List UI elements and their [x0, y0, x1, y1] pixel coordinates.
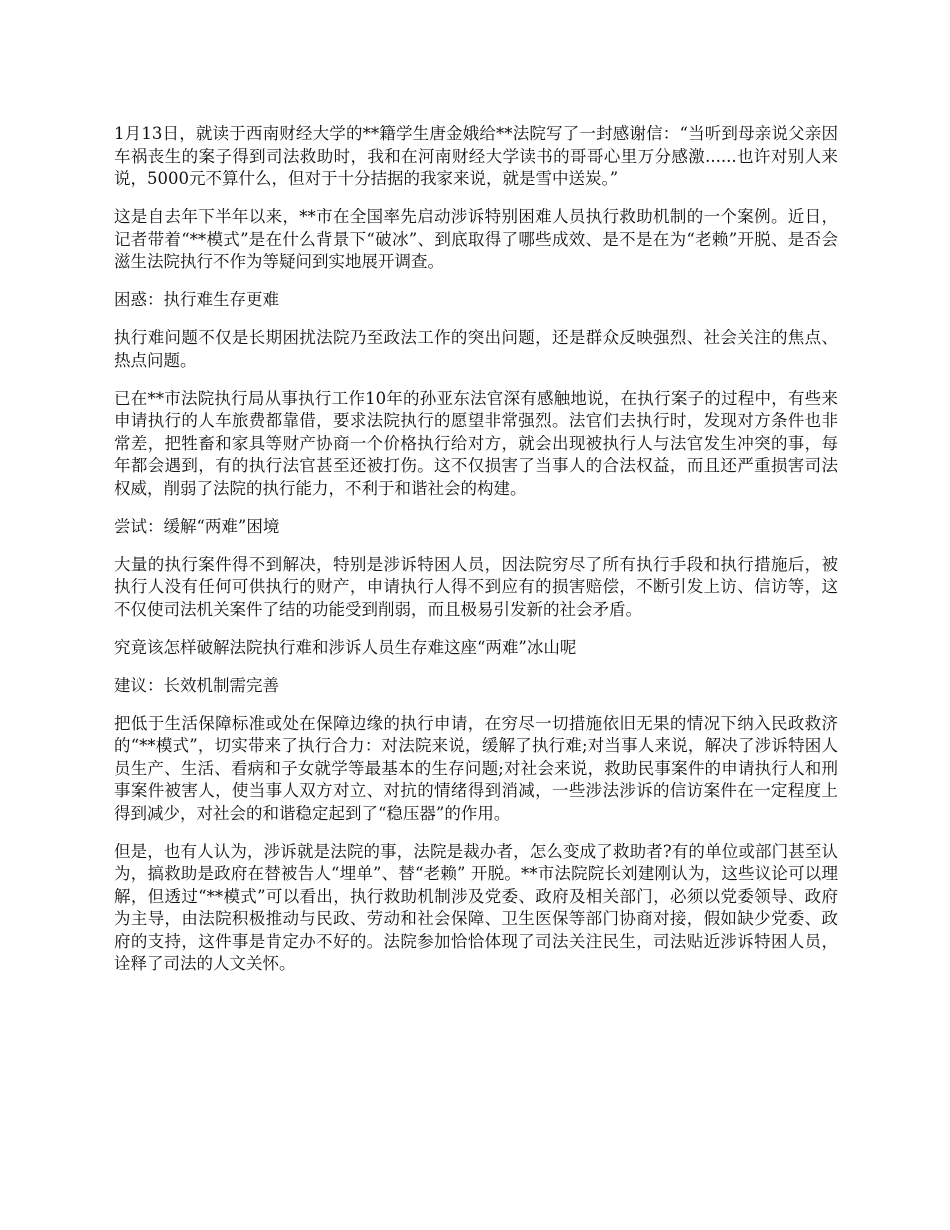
paragraph-background: 这是自去年下半年以来，**市在全国率先启动涉诉特别困难人员执行救助机制的一个案例。近日，记者带着“**模式”是在什么背景下“破冰”、到底取得了哪些成效、是不是在为“老赖”开脱、是否会滋生法院执行不作为等疑问到实地展开调查。 — [114, 207, 838, 271]
paragraph-unresolved-cases: 大量的执行案件得不到解决，特别是涉诉特困人员，因法院穷尽了所有执行手段和执行措施后，被执行人没有任何可供执行的财产，申请执行人得不到应有的损害赔偿，不断引发上访、信访等，这不仅使司法机关案件了结的功能受到削弱，而且极易引发新的社会矛盾。 — [114, 554, 838, 619]
section-heading-attempt: 尝试：缓解“两难”困境 — [114, 516, 280, 536]
paragraph-judge-account: 已在**市法院执行局从事执行工作10年的孙亚东法官深有感触地说，在执行案子的过程中，有些来申请执行的人车旅费都靠借，要求法院执行的愿望非常强烈。法官们去执行时，发现对方条件也非常差，把牲畜和家具等财产协商一个价格执行给对方，就会出现被执行人与法官发生冲突的事，每年都会遇到，有的执行法官甚至还被打伤。这不仅损害了当事人的合法权益，而且还严重损害司法权威，削弱了法院的执行能力，不利于和谐社会的构建。 — [114, 388, 838, 498]
paragraph-thank-you-letter: 1月13日，就读于西南财经大学的**籍学生唐金娥给**法院写了一封感谢信：“当听到母亲说父亲因车祸丧生的案子得到司法救助时，我和在河南财经大学读书的哥哥心里万分感激......也许对别人来说，5000元不算什么，但对于十分拮据的我家来说，就是雪中送炭。” — [114, 124, 838, 188]
paragraph-model-benefits: 把低于生活保障标准或处在保障边缘的执行申请，在穷尽一切措施依旧无果的情况下纳入民政救济的“**模式”，切实带来了执行合力：对法院来说，缓解了执行难;对当事人来说，解决了涉诉特困人员生产、生活、看病和子女就学等最基本的生存问题;对社会来说，救助民事案件的申请执行人和刑事案件被害人，使当事人双方对立、对抗的情绪得到消减，一些涉法涉诉的信访案件在一定程度上得到减少，对社会的和谐稳定起到了“稳压器”的作用。 — [114, 713, 838, 823]
paragraph-enforcement-problem: 执行难问题不仅是长期困扰法院乃至政法工作的突出问题，还是群众反映强烈、社会关注的焦点、热点问题。 — [114, 328, 838, 370]
section-heading-suggestion: 建议：长效机制需完善 — [114, 675, 279, 695]
paragraph-criticism-response: 但是，也有人认为，涉诉就是法院的事，法院是裁办者，怎么变成了救助者?有的单位或部门甚至认为，搞救助是政府在替被告人“埋单”、替“老赖” 开脱。**市法院院长刘建刚认为，这些议论可以理解，但透过“**模式”可以看出，执行救助机制涉及党委、政府及相关部门，必须以党委领导、政府为主导，由法院积极推动与民政、劳动和社会保障、卫生医保等部门协商对接，假如缺少党委、政府的支持，这件事是肯定办不好的。法院参加恰恰体现了司法关注民生，司法贴近涉诉特困人员，诠释了司法的人文关怀。 — [114, 841, 838, 973]
paragraph-question: 究竟该怎样破解法院执行难和涉诉人员生存难这座“两难”冰山呢 — [114, 637, 577, 657]
section-heading-confusion: 困惑：执行难生存更难 — [114, 290, 279, 309]
document-page — [114, 123, 838, 991]
